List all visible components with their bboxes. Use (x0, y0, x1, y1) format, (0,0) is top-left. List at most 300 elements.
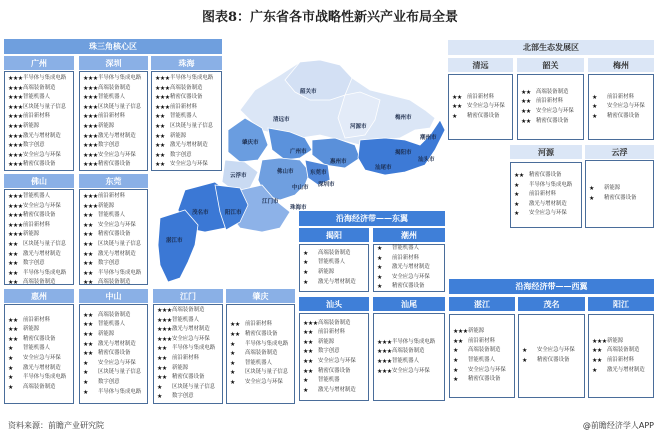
industry-item (514, 209, 578, 219)
city-header-zhongshan: 中山 (79, 289, 148, 303)
industry-label: 高端装备制造 (170, 84, 203, 91)
industry-item (155, 160, 218, 170)
industry-label: 激光与增材制造 (23, 364, 61, 371)
industry-item (157, 316, 219, 326)
industry-label: 前沿新材料 (23, 113, 50, 120)
star-rating: ★ (157, 393, 162, 401)
industry-label: 安全应急与环保 (98, 359, 136, 366)
industry-label: 区块链与量子信息 (172, 383, 216, 390)
industry-label: 区块链与量子信息 (23, 103, 67, 110)
industry-item (8, 160, 70, 170)
industry-item (592, 112, 650, 122)
industry-label: 前沿新材料 (392, 254, 419, 261)
industry-label: 前沿新材料 (468, 337, 495, 344)
industry-label: 激光与增材制造 (98, 132, 136, 139)
city-header-meizhou: 梅州 (588, 58, 654, 72)
star-rating: ★★ (83, 321, 93, 329)
star-rating: ★★ (453, 337, 463, 345)
industry-item (8, 74, 70, 84)
industry-item (8, 373, 70, 383)
industry-item (8, 230, 70, 240)
industry-label: 精密仪器设备 (245, 331, 278, 338)
industry-label: 精密仪器设备 (23, 161, 56, 168)
industry-label: 前沿新材料 (245, 321, 272, 328)
industry-item (83, 202, 144, 212)
star-rating: ★★ (83, 250, 93, 258)
industry-label: 精密仪器设备 (98, 231, 131, 238)
star-rating: ★★★ (157, 307, 172, 315)
star-rating: ★ (230, 369, 235, 377)
star-rating: ★★ (83, 231, 93, 239)
industry-label: 安全应急与环保 (23, 355, 61, 361)
star-rating: ★★★ (83, 132, 98, 140)
industry-label: 智能机器人 (98, 94, 125, 101)
industry-item (83, 378, 144, 388)
map-label-shenzhen: 深圳市 (318, 182, 335, 188)
city-box-zhongshan (79, 304, 148, 404)
industry-item (303, 278, 365, 288)
star-rating: ★★★ (155, 94, 170, 102)
industry-item (83, 320, 144, 330)
star-rating: ★★ (303, 329, 313, 337)
industry-label: 安全应急与环保 (392, 367, 430, 374)
star-rating: ★★★ (8, 193, 23, 200)
industry-label: 半导体与集成电路 (23, 269, 67, 276)
industry-item (157, 383, 219, 393)
industry-label: 激光与增材制造 (172, 326, 210, 333)
industry-item (8, 250, 70, 260)
industry-label: 安全应急与环保 (170, 161, 208, 168)
star-rating: ★★ (155, 142, 165, 150)
star-rating: ★ (453, 376, 458, 384)
industry-label: 数字创意 (98, 142, 120, 149)
star-rating: ★ (514, 191, 519, 199)
industry-label: 高端装备制造 (98, 311, 131, 318)
industry-label: 数字创意 (172, 393, 194, 400)
star-rating: ★ (230, 340, 235, 348)
city-header-heyuan: 河源 (510, 145, 582, 159)
map-label-maoming: 茂名市 (192, 210, 209, 216)
industry-item (8, 354, 70, 364)
industry-label: 智能机器人 (98, 321, 125, 328)
industry-label: 精密仪器设备 (536, 117, 569, 124)
industry-item (83, 112, 144, 122)
star-rating: ★★★ (83, 84, 98, 92)
star-rating: ★★ (83, 221, 93, 229)
chart-title: 图表8：广东省各市战略性新兴产业布局全景 (201, 10, 459, 25)
industry-item (377, 244, 441, 254)
star-rating: ★ (230, 350, 235, 358)
industry-item (230, 340, 291, 350)
star-rating: ★ (589, 185, 594, 193)
industry-item (303, 328, 365, 338)
industry-item (453, 356, 511, 366)
industry-item (83, 74, 144, 84)
map-label-shantou: 汕头市 (418, 157, 435, 163)
city-box-shanwei (373, 313, 445, 401)
industry-label: 安全应急与环保 (98, 221, 136, 228)
industry-label: 半导体与集成电路 (98, 269, 142, 276)
industry-label: 安全应急与环保 (392, 273, 430, 280)
city-header-zhanjiang: 湛江 (449, 297, 515, 311)
industry-item (8, 325, 70, 335)
industry-item (83, 340, 144, 350)
industry-label: 智能机器人 (23, 345, 50, 352)
industry-label: 新能源 (607, 337, 624, 344)
city-box-yunfu (585, 160, 654, 228)
star-rating: ★★★ (8, 202, 23, 210)
industry-label: 精密仪器设备 (170, 94, 203, 101)
industry-label: 精密仪器设备 (604, 195, 637, 201)
industry-item (521, 107, 580, 117)
industry-label: 前沿新材料 (98, 193, 125, 199)
industry-label: 精密仪器设备 (98, 350, 131, 357)
map-label-dongguan: 东莞市 (310, 170, 327, 176)
industry-label: 新能源 (98, 331, 115, 338)
industry-label: 前沿新材料 (23, 316, 50, 323)
industry-item (303, 386, 365, 396)
star-rating: ★ (303, 386, 308, 394)
map-label-heyuan: 河源市 (350, 124, 367, 130)
star-rating: ★★★ (155, 103, 170, 111)
industry-label: 区块链与量子信息 (98, 369, 142, 376)
star-rating: ★★ (155, 122, 165, 130)
industry-label: 新能源 (318, 269, 335, 275)
star-rating: ★★★ (83, 113, 98, 121)
industry-label: 安全应急与环保 (23, 151, 61, 158)
industry-label: 安全应急与环保 (98, 151, 136, 158)
industry-label: 高端装备制造 (468, 347, 501, 354)
industry-item (8, 132, 70, 142)
star-rating: ★★ (8, 279, 18, 287)
industry-item (453, 366, 511, 376)
star-rating: ★★★ (155, 75, 170, 82)
industry-item (83, 122, 144, 132)
star-rating: ★★ (521, 88, 531, 96)
star-rating: ★★ (83, 240, 93, 248)
region-header-west: 沿海经济带——西翼 (449, 279, 654, 294)
industry-item (8, 211, 70, 221)
star-rating: ★★★ (377, 348, 392, 356)
industry-item (155, 122, 218, 132)
star-rating: ★ (230, 359, 235, 367)
city-box-qingyuan (448, 74, 513, 140)
star-rating: ★★ (230, 331, 240, 339)
industry-label: 前沿新材料 (98, 113, 125, 120)
industry-label: 数字创意 (318, 348, 340, 355)
industry-label: 精密仪器设备 (537, 357, 570, 363)
star-rating: ★★ (157, 364, 167, 372)
industry-label: 激光与增材制造 (98, 340, 136, 347)
region-header-pearl: 珠三角核心区 (4, 39, 222, 54)
industry-label: 精密仪器设备 (172, 374, 205, 381)
industry-item (452, 93, 509, 103)
region-header-north: 北部生态发展区 (448, 40, 654, 55)
city-header-yangjiang: 阳江 (588, 297, 654, 311)
industry-item (83, 103, 144, 113)
industry-item (155, 112, 218, 122)
industry-item (157, 373, 219, 383)
star-rating: ★★★ (8, 84, 23, 92)
star-rating: ★★ (8, 316, 18, 324)
star-rating: ★★ (514, 172, 524, 180)
star-rating: ★★ (521, 98, 531, 106)
industry-item (83, 141, 144, 151)
industry-item (8, 103, 70, 113)
star-rating: ★ (377, 273, 382, 281)
star-rating: ★★ (303, 338, 313, 346)
city-box-zhuhai (151, 71, 222, 171)
industry-label: 高端装备制造 (318, 319, 351, 326)
industry-item (8, 192, 70, 202)
city-box-maoming (518, 314, 585, 398)
map-label-shanwei: 汕尾市 (375, 165, 392, 171)
star-rating: ★ (514, 210, 519, 218)
star-rating: ★ (303, 249, 308, 257)
map-label-zhanjiang: 湛江市 (166, 238, 183, 244)
industry-label: 激光与增材制造 (23, 250, 61, 257)
star-rating: ★★ (8, 326, 18, 334)
industry-item (589, 184, 650, 194)
city-box-huizhou (4, 304, 74, 404)
star-rating: ★ (592, 103, 597, 111)
star-rating: ★ (377, 254, 382, 262)
industry-item (303, 357, 365, 367)
industry-label: 安全应急与环保 (23, 202, 61, 209)
industry-item (592, 366, 650, 376)
industry-item (230, 378, 291, 388)
industry-label: 前沿新材料 (172, 355, 199, 361)
industry-item (521, 117, 580, 127)
star-rating: ★★ (8, 240, 18, 248)
map-label-meizhou: 梅州市 (395, 115, 412, 121)
industry-label: 智能机器人 (468, 357, 495, 363)
city-header-zhaoqing: 肇庆 (226, 289, 295, 303)
city-box-heyuan (510, 162, 582, 228)
map-label-qingyuan: 清远市 (273, 117, 290, 123)
industry-label: 高端装备制造 (392, 348, 425, 355)
industry-item (521, 88, 580, 98)
city-header-shaoguan: 韶关 (517, 58, 584, 72)
industry-item (8, 269, 70, 279)
star-rating: ★ (453, 366, 458, 374)
star-rating: ★★★ (8, 142, 23, 150)
industry-label: 激光与增材制造 (392, 264, 430, 271)
industry-label: 安全应急与环保 (172, 335, 210, 342)
industry-label: 激光与增材制造 (23, 132, 61, 139)
industry-item (303, 319, 365, 329)
industry-label: 半导体与集成电路 (98, 388, 142, 395)
industry-item (521, 97, 580, 107)
star-rating: ★ (453, 347, 458, 355)
map-label-guangzhou: 广州市 (290, 149, 307, 155)
industry-label: 新能源 (23, 122, 40, 129)
industry-item (592, 102, 650, 112)
city-box-shenzhen (79, 71, 148, 171)
star-rating: ★★★ (8, 94, 23, 102)
industry-item (157, 335, 219, 345)
industry-item (83, 259, 144, 269)
industry-item (377, 254, 441, 264)
star-rating: ★ (589, 195, 594, 202)
industry-label: 新能源 (23, 231, 40, 238)
industry-label: 新能源 (604, 185, 621, 192)
industry-label: 前沿新材料 (170, 103, 197, 110)
industry-label: 高端装备制造 (536, 88, 569, 95)
star-rating: ★★★ (83, 193, 98, 200)
star-rating: ★★ (303, 348, 313, 356)
star-rating: ★★ (521, 108, 531, 115)
industry-label: 智能机器人 (23, 94, 50, 101)
industry-item (83, 359, 144, 369)
industry-label: 精密仪器设备 (467, 112, 500, 119)
industry-item (83, 230, 144, 240)
industry-item (377, 347, 441, 357)
industry-label: 高端装备制造 (23, 279, 56, 286)
industry-item (592, 337, 650, 347)
industry-label: 区块链与量子信息 (98, 103, 142, 110)
city-box-meizhou (588, 74, 654, 140)
industry-item (157, 354, 219, 364)
industry-item (157, 364, 219, 374)
star-rating: ★★★ (83, 75, 98, 82)
industry-label: 新能源 (468, 328, 485, 335)
star-rating: ★ (592, 366, 597, 374)
industry-item (155, 103, 218, 113)
star-rating: ★★★ (453, 328, 468, 336)
industry-item (8, 344, 70, 354)
source-note: 资料来源：前瞻产业研究院 (8, 421, 104, 430)
industry-item (83, 278, 144, 288)
star-rating: ★★★ (8, 75, 23, 82)
industry-item (230, 349, 291, 359)
star-rating: ★★ (83, 269, 93, 277)
star-rating: ★★ (592, 357, 602, 364)
industry-item (377, 367, 441, 377)
industry-label: 高端装备制造 (607, 347, 640, 354)
star-rating: ★★★ (8, 113, 23, 121)
star-rating: ★★★ (8, 122, 23, 130)
star-rating: ★ (8, 374, 13, 382)
star-rating: ★ (522, 347, 527, 355)
city-header-guangzhou: 广州 (4, 56, 74, 70)
star-rating: ★ (8, 364, 13, 372)
industry-item (303, 376, 365, 386)
city-box-yangjiang (588, 314, 654, 398)
star-rating: ★★ (230, 321, 240, 329)
city-box-shaoguan (517, 74, 584, 140)
star-rating: ★ (157, 383, 162, 391)
industry-item (83, 240, 144, 250)
industry-label: 数字创意 (23, 260, 45, 267)
industry-item (230, 359, 291, 369)
star-rating: ★★★ (8, 231, 23, 239)
industry-item (83, 388, 144, 398)
industry-label: 前沿新材料 (607, 93, 634, 100)
star-rating: ★ (83, 378, 88, 386)
map-label-zhaoqing: 肇庆市 (242, 140, 259, 146)
map-label-zhongshan: 中山市 (292, 185, 309, 191)
industry-label: 区块链与量子信息 (98, 240, 142, 247)
industry-item (514, 190, 578, 200)
industry-label: 半导体与集成电路 (245, 340, 289, 347)
star-rating: ★★★ (83, 103, 98, 111)
star-rating: ★★★ (83, 94, 98, 102)
star-rating: ★★ (83, 350, 93, 358)
industry-item (83, 132, 144, 142)
industry-item (155, 151, 218, 161)
industry-label: 精密仪器设备 (23, 335, 56, 342)
star-rating: ★ (453, 357, 458, 364)
industry-label: 新能源 (172, 364, 189, 371)
star-rating: ★ (83, 359, 88, 367)
city-header-jieyang: 揭阳 (299, 228, 369, 242)
industry-item (377, 282, 441, 292)
city-box-foshan (4, 189, 74, 285)
industry-label: 数字创意 (170, 151, 192, 158)
industry-item (230, 330, 291, 340)
industry-item (157, 306, 219, 316)
industry-item (303, 249, 365, 259)
star-rating: ★★ (157, 345, 167, 353)
credit-note: @前瞻经济学人APP (582, 421, 654, 430)
industry-item (83, 368, 144, 378)
industry-label: 智能机器 (318, 377, 340, 384)
city-header-qingyuan: 清远 (448, 58, 513, 72)
industry-label: 激光与增材制造 (318, 386, 356, 393)
industry-item (592, 346, 650, 356)
industry-label: 安全应急与环保 (529, 210, 567, 217)
city-box-guangzhou (4, 71, 74, 171)
city-header-maoming: 茂名 (518, 297, 585, 311)
city-header-chaozhou: 潮州 (373, 228, 445, 242)
city-header-foshan: 佛山 (4, 174, 74, 188)
map-label-huizhou: 惠州市 (330, 159, 347, 165)
industry-label: 区块链与量子信息 (170, 122, 214, 129)
industry-item (8, 84, 70, 94)
star-rating: ★ (303, 259, 308, 267)
star-rating: ★★★ (303, 319, 318, 327)
star-rating: ★★★ (157, 335, 172, 343)
industry-label: 高端装备制造 (172, 307, 205, 314)
industry-label: 新能源 (318, 338, 335, 345)
industry-item (157, 392, 219, 402)
industry-item (8, 151, 70, 161)
industry-label: 半导体与集成电路 (172, 345, 216, 352)
city-box-zhanjiang (449, 314, 515, 398)
industry-label: 前沿新材料 (467, 93, 494, 100)
industry-label: 智能机器人 (392, 245, 419, 252)
star-rating: ★★ (83, 279, 93, 287)
star-rating: ★★ (303, 358, 313, 365)
industry-item (453, 375, 511, 385)
industry-item (83, 211, 144, 221)
star-rating: ★★★ (8, 103, 23, 111)
industry-label: 高端装备制造 (245, 350, 278, 357)
star-rating: ★ (377, 283, 382, 291)
industry-item (377, 338, 441, 348)
star-rating: ★★★ (83, 142, 98, 150)
industry-item (592, 93, 650, 103)
star-rating: ★★ (155, 132, 165, 140)
industry-item (83, 349, 144, 359)
industry-item (155, 93, 218, 103)
industry-label: 精密仪器设备 (468, 376, 501, 383)
industry-item (303, 367, 365, 377)
industry-label: 数字创意 (98, 260, 120, 267)
industry-label: 半导体与集成电路 (170, 75, 214, 81)
star-rating: ★★ (83, 260, 93, 268)
